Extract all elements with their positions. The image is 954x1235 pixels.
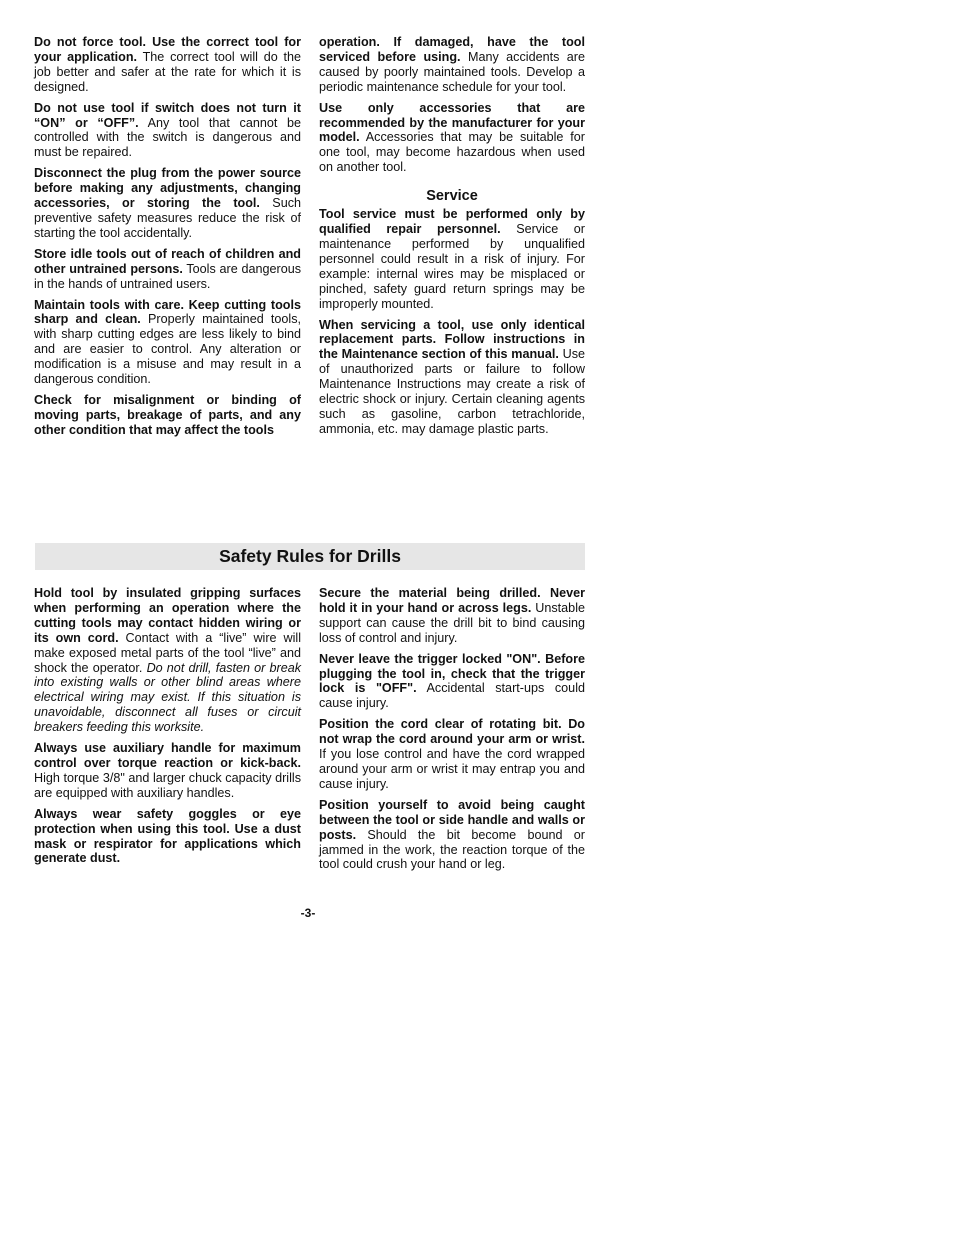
rule-paragraph: Do not force tool. Use the correct tool for your application. The correct tool will do the job better and safer at the rate for which it is designed. (34, 35, 301, 94)
section-banner: Safety Rules for Drills (35, 543, 585, 570)
bottom-left-column (34, 586, 301, 872)
rule-paragraph: Disconnect the plug from the power source before making any adjustments, changing accessories, or storing the tool. Such preventive safety measures reduce the risk of starting the tool accidentally. (34, 166, 301, 240)
rule-paragraph: Never leave the trigger locked "ON". Before plugging the tool in, check that the trigger lock is "OFF". Accidental start-ups could cause injury. (319, 651, 585, 711)
rule-paragraph: Maintain tools with care. Keep cutting tools sharp and clean. Properly maintained tools, with sharp cutting edges are less likely to bind and are easier to control. Any alteration or modification is a misuse and may result in a dangerous condition. (34, 297, 301, 387)
rule-paragraph: Hold tool by insulated gripping surfaces when performing an operation where the cutting tools may contact hidden wiring or its own cord. Contact with a “live” wire will make exposed metal parts of the tool “live” and shock the operator. Do not drill, fasten or break into existing walls or other blind areas where electrical wiring may exist. If this situation is unavoidable, disconnect all fuses or circuit breakers feeding this worksite. (34, 586, 301, 735)
rule-paragraph: Position yourself to avoid being caught between the tool or side handle and walls or posts. Should the bit become bound or jammed in the work, the reaction torque of the tool could crush your hand or leg. (319, 797, 585, 872)
rule-paragraph: Do not use tool if switch does not turn it “ON” or “OFF”. Any tool that cannot be controlled with the switch is dangerous and must be repaired. (34, 100, 301, 160)
rule-paragraph: Use only accessories that are recommended by the manufacturer for your model. Accessories that may be suitable for one tool, may become hazardous when used on another tool. (319, 100, 585, 175)
rule-paragraph: When servicing a tool, use only identical replacement parts. Follow instructions in the Maintenance section of this manual. Use of unauthorized parts or failure to follow Maintenance Instructions may create a risk of electric shock or injury. Certain cleaning agents such as gasoline, carbon tetrachloride, ammonia, etc. may damage plastic parts. (319, 317, 585, 436)
bottom-right-column (319, 586, 585, 878)
rule-paragraph: Always use auxiliary handle for maximum control over torque reaction or kick-back. High torque 3/8" and larger chuck capacity drills are equipped with auxiliary handles. (34, 741, 301, 800)
top-left-column (34, 35, 301, 444)
rule-paragraph: Position the cord clear of rotating bit. Do not wrap the cord around your arm or wrist. If you lose control and have the cord wrapped around your arm or wrist it may entrap you and cause injury. (319, 717, 585, 791)
page-number: -3- (300, 906, 316, 920)
rule-paragraph: operation. If damaged, have the tool serviced before using. Many accidents are caused by poorly maintained tools. Develop a periodic maintenance schedule for your tool. (319, 35, 585, 94)
rule-paragraph: Tool service must be performed only by qualified repair personnel. Service or maintenance performed by unqualified personnel could result in a risk of injury. For example: internal wires may be misplaced or pinched, safety guard return springs may be improperly mounted. (319, 207, 585, 311)
rule-paragraph: Always wear safety goggles or eye protection when using this tool. Use a dust mask or respirator for applications which generate dust. (34, 806, 301, 866)
top-right-column (319, 35, 585, 443)
service-heading: Service (426, 188, 478, 205)
rule-paragraph: Store idle tools out of reach of children and other untrained persons. Tools are dangerous in the hands of untrained users. (34, 246, 301, 291)
rule-paragraph: Secure the material being drilled. Never hold it in your hand or across legs. Unstable support can cause the drill bit to bind causing loss of control and injury. (319, 586, 585, 645)
rule-paragraph: Check for misalignment or binding of moving parts, breakage of parts, and any other condition that may affect the tools (34, 392, 301, 437)
